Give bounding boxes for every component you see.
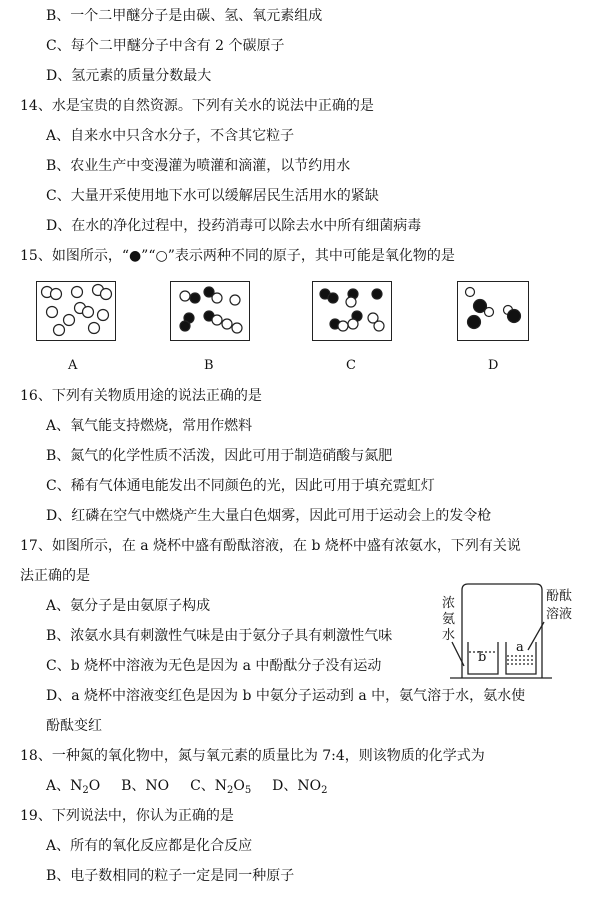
q18-option-a: A、$N_2O$ [46,778,101,796]
q18-option-c: C、$N_2O_5$ [190,778,252,796]
q18-stem: 18、一种氮的氧化物中，氮与氧元素的质量比为 7:4，则该物质的化学式为 [20,748,485,764]
q19-option-a: A、所有的氧化反应都是化合反应 [46,838,253,854]
particles-b-figure [171,282,249,340]
particles-a-figure [37,282,115,340]
q17-option-d-line2: 酚酞变红 [46,718,102,734]
particles-d-figure [458,282,528,340]
phenolphthalein-label-line-2: 溶液 [546,607,573,622]
q17-option-a: A、氨分子是由氨原子构成 [46,598,211,614]
phenolphthalein-label-line-1: 酚酞 [546,589,573,604]
q17-option-c: C、b 烧杯中溶液为无色是因为 a 中酚酞分子没有运动 [46,658,382,674]
figure-label-a: A [68,358,78,373]
ammonia-label [442,596,456,644]
figure-label-c: C [346,358,356,373]
beaker-b-label: b [478,650,487,665]
beaker-experiment-figure [440,582,590,682]
q14-option-c: C、大量开采使用地下水可以缓解居民生活用水的紧缺 [46,188,379,204]
figure-label-b: B [204,358,214,373]
q13-option-b: B、一个二甲醚分子是由碳、氢、氧元素组成 [46,8,323,24]
ammonia-label-char-2: 氨 [442,612,456,627]
q16-option-a: A、氧气能支持燃烧，常用作燃料 [46,418,253,434]
q18-options [46,776,328,801]
q16-option-d: D、红磷在空气中燃烧产生大量白色烟雾，因此可用于运动会上的发令枪 [46,508,492,524]
q15-stem: 15、如图所示，“●”“○”表示两种不同的原子，其中可能是氧化物的是 [20,248,455,264]
q17-stem-line1: 17、如图所示，在 a 烧杯中盛有酚酞溶液，在 b 烧杯中盛有浓氨水，下列有关说 [20,538,521,554]
beaker-a-label: a [516,640,524,655]
molecule-box-b [170,281,250,341]
q13-option-c: C、每个二甲醚分子中含有 2 个碳原子 [46,38,285,54]
molecule-box-a [36,281,116,341]
q18-option-b: B、NO [121,778,170,794]
particles-c-figure [313,282,391,340]
q19-stem: 19、下列说法中，你认为正确的是 [20,808,234,824]
phenolphthalein-label [546,588,572,624]
molecule-box-c [312,281,392,341]
q18-option-d: D、$NO_2$ [272,778,328,796]
q14-option-a: A、自来水中只含水分子，不含其它粒子 [46,128,295,144]
q16-stem: 16、下列有关物质用途的说法正确的是 [20,388,262,404]
q14-option-b: B、农业生产中变漫灌为喷灌和滴灌，以节约用水 [46,158,351,174]
q14-option-d: D、在水的净化过程中，投药消毒可以除去水中所有细菌病毒 [46,218,422,234]
q16-option-c: C、稀有气体通电能发出不同颜色的光，因此可用于填充霓虹灯 [46,478,435,494]
ammonia-label-char-1: 浓 [442,596,456,611]
q17-option-d-line1: D、a 烧杯中溶液变红色是因为 b 中氨分子运动到 a 中，氨气溶于水，氨水使 [46,688,526,704]
q17-option-b: B、浓氨水具有刺激性气味是由于氨分子具有刺激性气味 [46,628,393,644]
q14-stem: 14、水是宝贵的自然资源。下列有关水的说法中正确的是 [20,98,374,114]
q13-option-d: D、氢元素的质量分数最大 [46,68,212,84]
q17-stem-line2: 法正确的是 [20,568,90,584]
ammonia-label-char-3: 水 [442,628,456,643]
molecule-box-d [457,281,529,341]
q19-option-b: B、电子数相同的粒子一定是同一种原子 [46,868,295,884]
q16-option-b: B、氮气的化学性质不活泼，因此可用于制造硝酸与氮肥 [46,448,393,464]
figure-label-d: D [488,358,499,373]
